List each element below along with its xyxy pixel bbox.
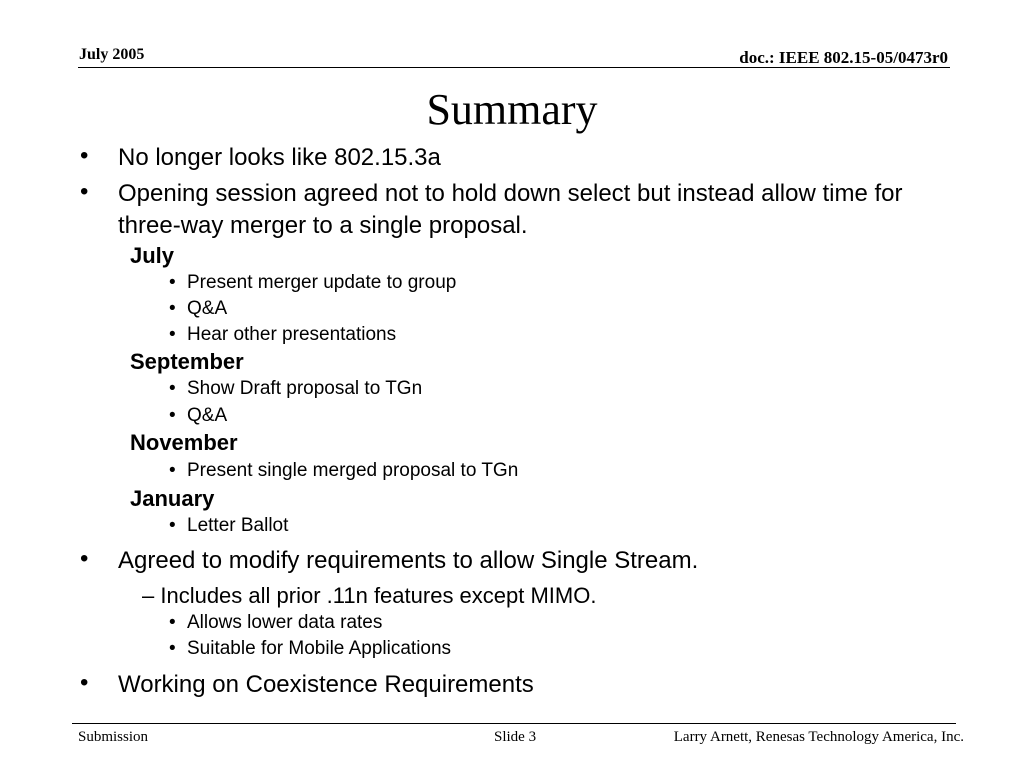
bullet-icon: • <box>169 460 176 481</box>
sub-bullet-text: Present single merged proposal to TGn <box>187 460 519 481</box>
slide-title: Summary <box>426 85 598 134</box>
bullet-text: No longer looks like 802.15.3a <box>118 144 441 171</box>
sub-bullet-item <box>169 298 227 320</box>
month-heading: January <box>130 486 215 511</box>
bullet-icon: • <box>169 324 176 345</box>
month-heading: September <box>130 349 244 374</box>
sub-bullet-text: Present merger update to group <box>187 272 457 293</box>
sub-bullet-item <box>169 638 451 660</box>
bullet-icon: • <box>80 178 89 205</box>
sub-bullet-text: Letter Ballot <box>187 515 289 536</box>
bullet-icon: • <box>169 378 176 399</box>
month-heading: July <box>130 243 175 268</box>
sub-bullet-text: Show Draft proposal to TGn <box>187 378 423 399</box>
month-heading: November <box>130 430 238 455</box>
sub-bullet-text: Hear other presentations <box>187 324 397 345</box>
sub-bullet-item <box>169 612 382 634</box>
header-doc-id: doc.: IEEE 802.15-05/0473r0 <box>739 48 948 67</box>
bullet-icon: • <box>169 638 176 659</box>
bullet-icon: • <box>80 142 89 169</box>
footer-slide-number: Slide 3 <box>494 729 537 745</box>
sub-bullet-item <box>169 324 396 346</box>
header-date: July 2005 <box>79 46 145 63</box>
footer-submission: Submission <box>78 729 149 745</box>
sub-bullet-item <box>169 460 518 482</box>
sub-bullet-text: Q&A <box>187 405 228 426</box>
bullet-icon: • <box>169 405 176 426</box>
sub-bullet-text: Allows lower data rates <box>187 612 383 633</box>
bullet-text: Opening session agreed not to hold down select but instead allow time for three-way merger to a single proposal. <box>118 180 903 239</box>
sub-bullet-item <box>169 272 456 294</box>
sub-bullet-item <box>169 378 422 400</box>
bullet-icon: • <box>169 612 176 633</box>
sub-bullet-item <box>169 405 227 427</box>
bullet-icon: • <box>169 515 176 536</box>
footer-author: Larry Arnett, Renesas Technology America, Inc. <box>673 729 964 745</box>
bullet-icon: • <box>169 272 176 293</box>
sub-bullet-text: Suitable for Mobile Applications <box>187 638 452 659</box>
bullet-icon: • <box>80 669 89 696</box>
footer-divider <box>72 723 956 724</box>
sub-bullet-item <box>169 515 288 537</box>
bullet-text: Agreed to modify requirements to allow Single Stream. <box>118 547 699 574</box>
bullet-text: Working on Coexistence Requirements <box>118 671 534 698</box>
bullet-icon: • <box>169 298 176 319</box>
header-divider <box>78 67 950 68</box>
sub-bullet-text: Q&A <box>187 298 228 319</box>
dash-sub-item: – Includes all prior .11n features except MIMO. <box>142 583 597 608</box>
bullet-icon: • <box>80 545 89 572</box>
